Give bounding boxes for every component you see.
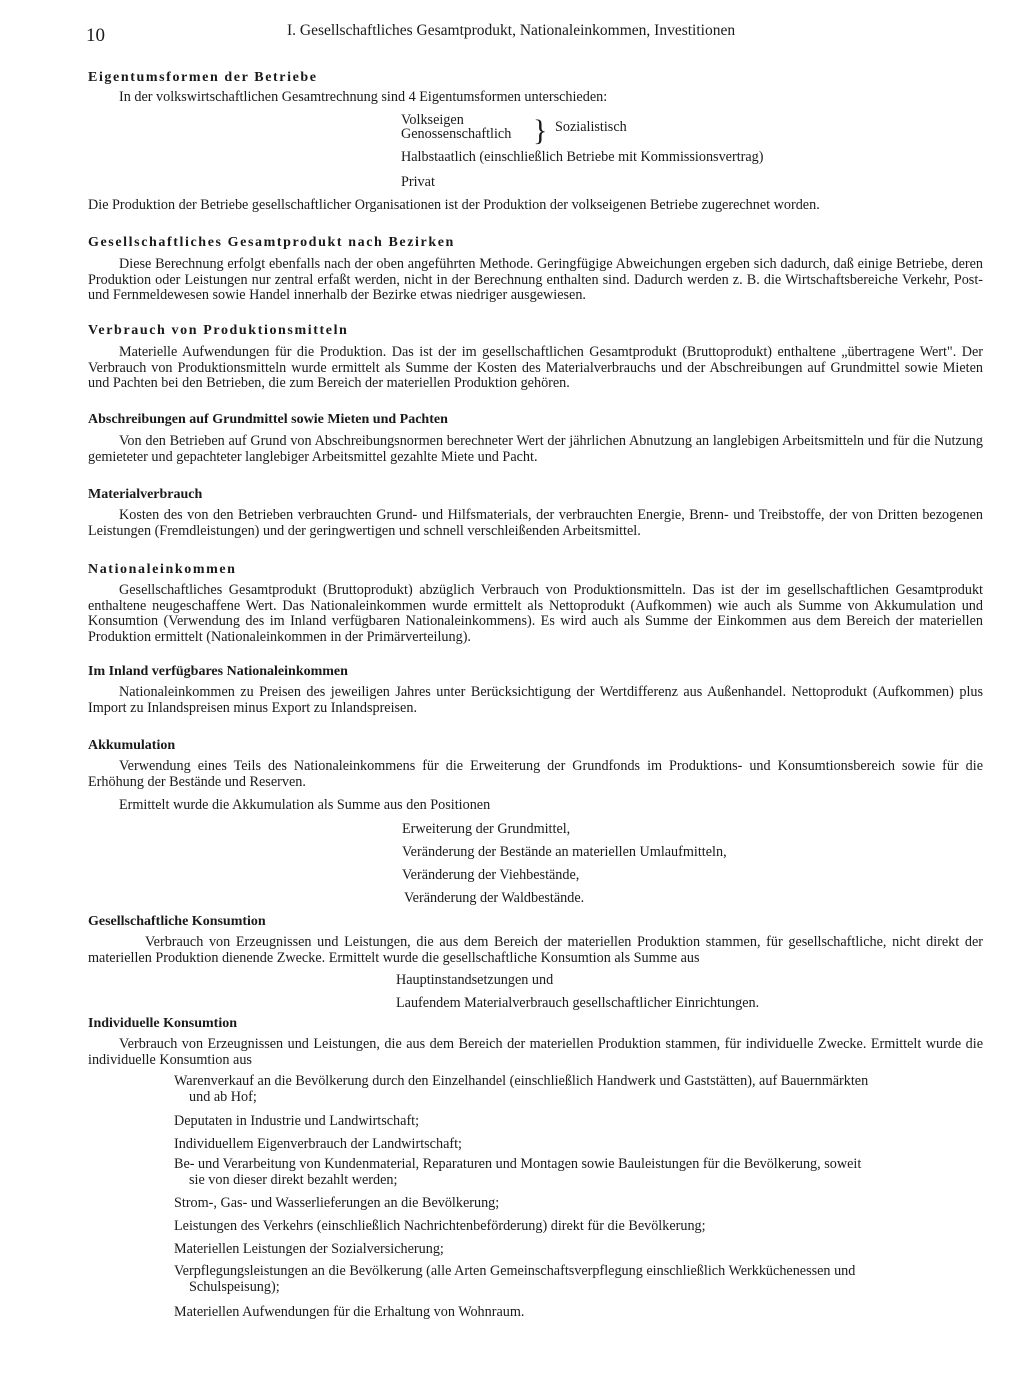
heading-eigentumsformen: Eigentumsformen der Betriebe (88, 70, 318, 85)
paragraph-gesellschaftliche-konsumtion: Verbrauch von Erzeugnissen und Leistungen, die aus dem Bereich der materiellen Produktion stammen, für gesellschaftliche, nicht direkt der materiellen Produktion dienende Zwecke. Ermittelt wurde die gesellschaftliche Konsumtion als Summe aus (88, 934, 983, 966)
list-item (174, 1219, 984, 1235)
heading-verbrauch-produktionsmittel: Verbrauch von Produktionsmitteln (88, 323, 349, 338)
eigentum-note: Die Produktion der Betriebe gesellschaftlicher Organisationen ist der Produktion der volkseigenen Betriebe zugerechnet worden. (88, 197, 820, 213)
heading-bezirke: Gesellschaftliches Gesamtprodukt nach Bezirken (88, 235, 455, 250)
akkumulation-item: Veränderung der Viehbestände, (402, 867, 580, 883)
gesellschaftlich-item: Hauptinstandsetzungen und (396, 972, 554, 988)
heading-akkumulation: Akkumulation (88, 738, 176, 753)
list-item-text: Strom-, Gas- und Wasserlieferungen an die Bevölkerung; (174, 1195, 500, 1211)
akkumulation-item: Erweiterung der Grundmittel, (402, 821, 571, 837)
brace-icon: } (533, 114, 548, 147)
form-privat: Privat (401, 174, 435, 190)
list-item-continuation: Schulspeisung); (189, 1278, 280, 1295)
running-head: I. Gesellschaftliches Gesamtprodukt, Nationaleinkommen, Investitionen (287, 22, 736, 39)
list-item (174, 1074, 984, 1105)
paragraph-verbrauch-produktionsmittel: Materielle Aufwendungen für die Produktion. Das ist der im gesellschaftlichen Gesamtprodukt (Bruttoprodukt) enthaltene „übertragene Wert". Der Verbrauch von Produktionsmitteln wurde ermittelt als Summe der Kosten des Materialverbrauchs und der Abschreibungen auf Grundmittel sowie Mieten und Pachten bei den Betrieben, die zum Bereich der materiellen Produktion gehören. (88, 344, 983, 392)
list-item (174, 1305, 984, 1321)
list-item (174, 1114, 984, 1130)
paragraph-individuelle-konsumtion: Verbrauch von Erzeugnissen und Leistungen, die aus dem Bereich der materiellen Produktion stammen, für individuelle Zwecke. Ermittelt wurde die individuelle Konsumtion aus (88, 1036, 983, 1068)
heading-materialverbrauch: Materialverbrauch (88, 487, 203, 502)
gesellschaftlich-item: Laufendem Materialverbrauch gesellschaftlicher Einrichtungen. (396, 995, 760, 1011)
paragraph-abschreibungen: Von den Betrieben auf Grund von Abschreibungsnormen berechneter Wert der jährlichen Abnutzung an langlebigen Arbeitsmitteln und für die Nutzung gemieteter und gepachteter langlebiger Arbeitsmittel gezahlte Miete und Pacht. (88, 433, 983, 465)
form-halbstaatlich: Halbstaatlich (einschließlich Betriebe mit Kommissionsvertrag) (401, 149, 764, 165)
paragraph-akkumulation: Verwendung eines Teils des Nationaleinkommens für die Erweiterung der Grundfonds im Produktions- und Konsumtionsbereich sowie für die Erhöhung der Bestände und Reserven. (88, 758, 983, 790)
akkumulation-item: Veränderung der Waldbestände. (404, 890, 585, 906)
group-label-sozialistisch: Sozialistisch (555, 119, 627, 135)
list-item-continuation: sie von dieser direkt bezahlt werden; (189, 1171, 398, 1188)
form-volkseigen: Volkseigen (401, 112, 464, 128)
list-item-text: Individuellem Eigenverbrauch der Landwirtschaft; (174, 1136, 462, 1152)
list-item-text: Be- und Verarbeitung von Kundenmaterial, Reparaturen und Montagen sowie Bauleistungen für die Bevölkerung, soweit (174, 1156, 862, 1172)
eigentum-intro: In der volkswirtschaftlichen Gesamtrechnung sind 4 Eigentumsformen unterschieden: (119, 89, 608, 105)
list-item (174, 1196, 984, 1212)
akkumulation-item: Veränderung der Bestände an materiellen Umlaufmitteln, (402, 844, 727, 860)
list-item (174, 1264, 984, 1295)
heading-abschreibungen: Abschreibungen auf Grundmittel sowie Mieten und Pachten (88, 412, 448, 427)
paragraph-nationaleinkommen: Gesellschaftliches Gesamtprodukt (Bruttoprodukt) abzüglich Verbrauch von Produktionsmitteln. Das ist der im gesellschaftlichen Gesamtprodukt enthaltene neugeschaffene Wert. Das Nationaleinkommen wurde ermittelt als Nettoprodukt (Aufkommen) wie auch als Summe von Akkumulation und Konsumtion (Verwendung des im Inland verfügbaren Nationaleinkommens). Es wird auch als Summe der Einkommen aus dem Bereich der materiellen Produktion ermittelt (Nationaleinkommen in der Primärverteilung). (88, 582, 983, 645)
heading-inland-nationaleinkommen: Im Inland verfügbares Nationaleinkommen (88, 664, 348, 679)
list-item-text: Materiellen Aufwendungen für die Erhaltung von Wohnraum. (174, 1304, 525, 1320)
form-genossenschaftlich: Genossenschaftlich (401, 126, 512, 142)
heading-individuelle-konsumtion: Individuelle Konsumtion (88, 1016, 237, 1031)
list-item-text: Leistungen des Verkehrs (einschließlich Nachrichtenbeförderung) direkt für die Bevölkerung; (174, 1218, 706, 1234)
heading-nationaleinkommen: Nationaleinkommen (88, 562, 237, 577)
heading-gesellschaftliche-konsumtion: Gesellschaftliche Konsumtion (88, 914, 266, 929)
page-number: 10 (86, 25, 105, 46)
list-item-text: Deputaten in Industrie und Landwirtschaft; (174, 1113, 420, 1129)
paragraph-inland-nationaleinkommen: Nationaleinkommen zu Preisen des jeweiligen Jahres unter Berücksichtigung der Wertdifferenz aus Außenhandel. Nettoprodukt (Aufkommen) plus Import zu Inlandspreisen minus Export zu Inlandspreisen. (88, 684, 983, 716)
paragraph-bezirke: Diese Berechnung erfolgt ebenfalls nach der oben angeführten Methode. Geringfügige Abweichungen ergeben sich dadurch, daß einige Betriebe, deren Produktion oder Leistungen nur zentral erfaßt werden, nicht in der Berechnung enthalten sind. Dadurch werden z. B. die Wirtschaftsbereiche Verkehr, Post- und Fernmeldewesen sowie Handel innerhalb der Bezirke etwas niedriger ausgewiesen. (88, 256, 983, 304)
list-item (174, 1137, 984, 1153)
list-item (174, 1157, 984, 1188)
list-item-text: Materiellen Leistungen der Sozialversicherung; (174, 1241, 444, 1257)
list-item-text: Warenverkauf an die Bevölkerung durch den Einzelhandel (einschließlich Handwerk und Gaststätten), auf Bauernmärkten (174, 1073, 869, 1089)
list-item (174, 1242, 984, 1258)
list-item-continuation: und ab Hof; (189, 1088, 257, 1105)
akkumulation-intro: Ermittelt wurde die Akkumulation als Summe aus den Positionen (119, 797, 491, 813)
list-item-text: Verpflegungsleistungen an die Bevölkerung (alle Arten Gemeinschaftsverpflegung einschließlich Werkküchenessen und (174, 1263, 856, 1279)
paragraph-materialverbrauch: Kosten des von den Betrieben verbrauchten Grund- und Hilfsmaterials, der verbrauchten Energie, Brenn- und Treibstoffe, der von Dritten bezogenen Leistungen (Fremdleistungen) und der geringwertigen und schnell verschleißenden Arbeitsmittel. (88, 507, 983, 539)
